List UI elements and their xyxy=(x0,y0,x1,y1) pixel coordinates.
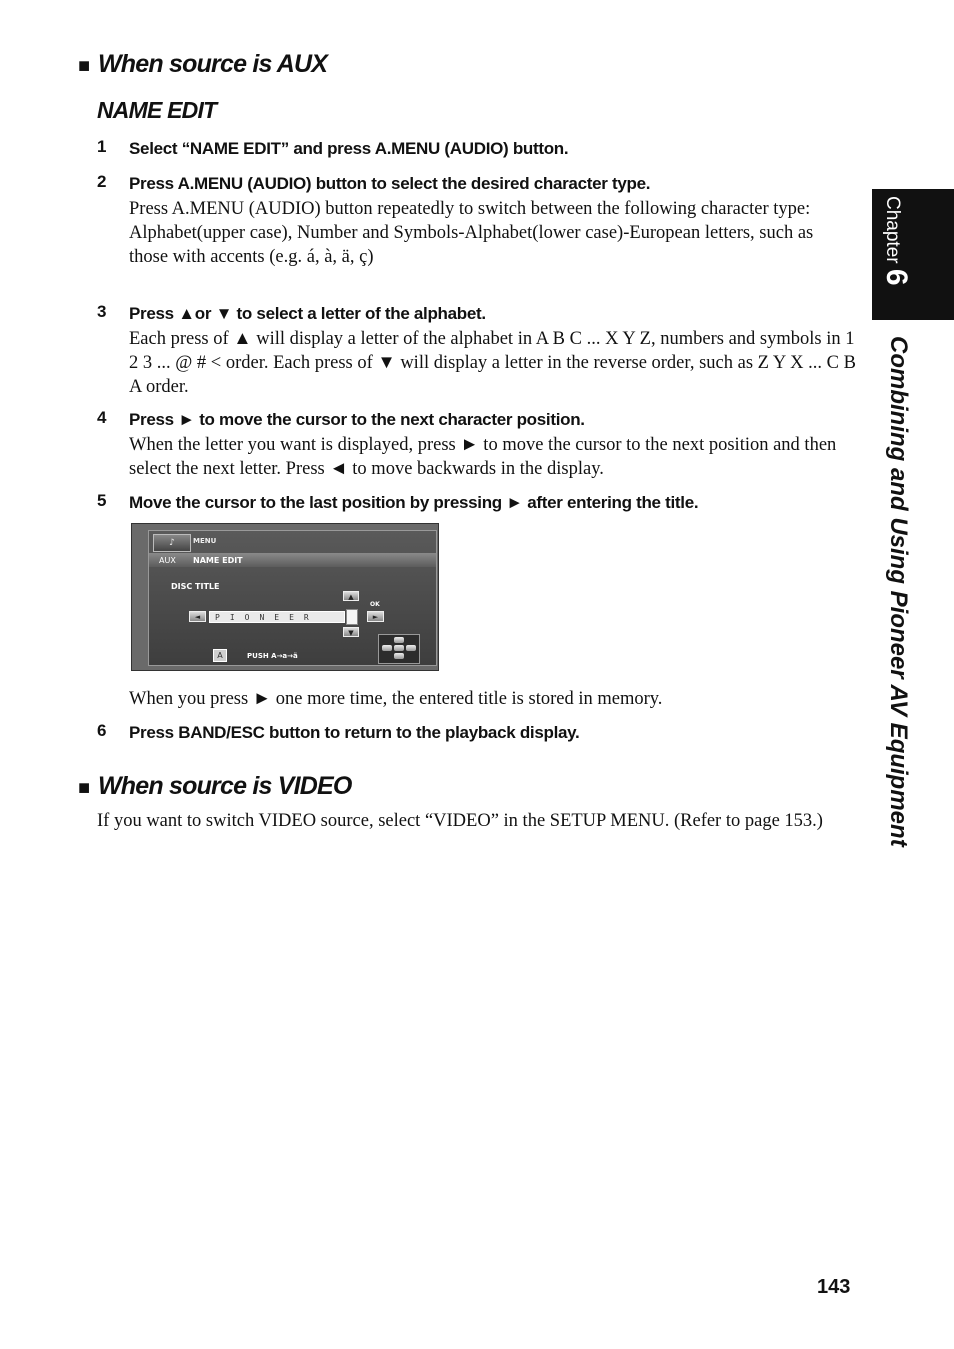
step-title: Press BAND/ESC button to return to the playback display. xyxy=(129,723,580,742)
text-cursor xyxy=(346,609,358,625)
step-number: 4 xyxy=(97,408,107,427)
step-5 xyxy=(97,491,857,515)
step-4 xyxy=(97,408,857,481)
step-6 xyxy=(97,721,857,745)
step-3 xyxy=(97,302,857,399)
up-arrow-button[interactable]: ▲ xyxy=(343,591,359,601)
joystick-icon xyxy=(378,634,420,664)
subheading-name-edit: NAME EDIT xyxy=(97,97,217,123)
chapter-number: 6 xyxy=(880,268,913,286)
title-input[interactable]: PIONEER xyxy=(209,611,345,623)
joy-up-icon xyxy=(394,637,404,643)
joy-center-icon xyxy=(394,645,404,651)
down-arrow-button[interactable]: ▼ xyxy=(343,627,359,637)
step-title: Select “NAME EDIT” and press A.MENU (AUDIO) button. xyxy=(129,139,569,158)
step-number: 2 xyxy=(97,172,107,191)
step-title: Press A.MENU (AUDIO) button to select the desired character type. xyxy=(129,174,651,193)
source-logo-icon: ♪ xyxy=(153,534,191,552)
chapter-title: Combining and Using Pioneer AV Equipment xyxy=(885,336,912,847)
heading-square-icon: ■ xyxy=(78,55,90,77)
joy-down-icon xyxy=(394,653,404,659)
heading-text: When source is VIDEO xyxy=(98,772,352,800)
step-number: 5 xyxy=(97,491,107,510)
step-1 xyxy=(97,137,857,161)
screen-source-label: AUX xyxy=(159,556,176,565)
step-title: Press ► to move the cursor to the next character position. xyxy=(129,410,585,429)
step-body: When the letter you want is displayed, press ► to move the cursor to the next position and then select the next letter. Press ◄ to move backwards in the display. xyxy=(129,435,837,479)
step-number: 6 xyxy=(97,721,107,740)
step-body: Each press of ▲ will display a letter of the alphabet in A B C ... X Y Z, numbers and symbols in 1 2 3 ... @ # < order. Each press of ▼ will display a letter in the reverse order, such as Z Y X ... C B A order. xyxy=(129,329,856,397)
right-arrow-button[interactable]: ► xyxy=(367,611,384,622)
step-number: 3 xyxy=(97,302,107,321)
heading-square-icon: ■ xyxy=(78,777,90,799)
chapter-tab-text xyxy=(879,196,913,286)
page-number: 143 xyxy=(817,1276,851,1298)
name-edit-screen xyxy=(131,523,439,671)
video-body: If you want to switch VIDEO source, select “VIDEO” in the SETUP MENU. (Refer to page 153.) xyxy=(97,811,823,831)
step-number: 1 xyxy=(97,137,107,156)
screen-push-hint: PUSH A→a→ä xyxy=(247,652,298,660)
screen-display xyxy=(148,530,437,666)
step-title: Move the cursor to the last position by pressing ► after entering the title. xyxy=(129,493,699,512)
left-arrow-button[interactable]: ◄ xyxy=(189,611,206,622)
after-screen-text: When you press ► one more time, the entered title is stored in memory. xyxy=(129,689,663,709)
section-heading-video xyxy=(78,772,352,801)
step-title: Press ▲or ▼ to select a letter of the alphabet. xyxy=(129,304,486,323)
step-body: Press A.MENU (AUDIO) button repeatedly to switch between the following character type: Alphabet(upper case), Number and Symbols-Alphabet(lower case)-European letters, such as those with accents (e.g. á, à, ä, ç) xyxy=(129,199,814,267)
section-heading-aux xyxy=(78,50,327,79)
step-2 xyxy=(97,172,857,269)
screen-mode-label: NAME EDIT xyxy=(193,556,243,565)
screen-field-label: DISC TITLE xyxy=(171,582,220,591)
screen-ok-label: OK xyxy=(370,601,380,608)
heading-text: When source is AUX xyxy=(98,50,328,78)
char-type-button[interactable]: A xyxy=(213,649,227,662)
screen-menu-label: MENU xyxy=(193,537,217,545)
chapter-label: Chapter xyxy=(882,196,903,264)
joy-left-icon xyxy=(382,645,392,651)
joy-right-icon xyxy=(406,645,416,651)
